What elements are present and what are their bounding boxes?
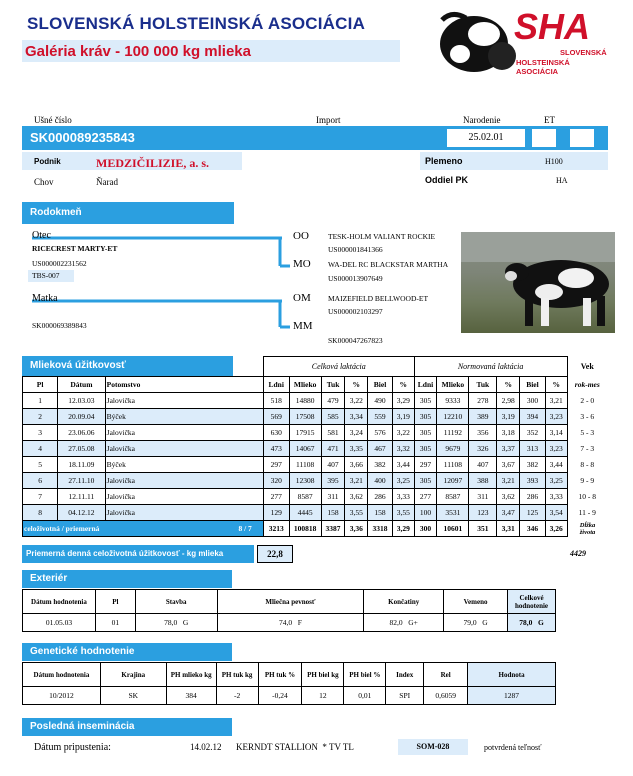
insemination-status: potvrdená teľnosť bbox=[484, 743, 542, 752]
mm-label: MM bbox=[293, 320, 313, 332]
age-header: Vek bbox=[580, 362, 594, 371]
milk-cell: 125 bbox=[520, 505, 546, 521]
milk-cell: 3,55 bbox=[392, 505, 414, 521]
father-code: TBS-007 bbox=[32, 271, 60, 280]
milk-cell: 559 bbox=[368, 409, 393, 425]
milk-cell: 3,44 bbox=[545, 457, 567, 473]
milk-cell: 3,62 bbox=[497, 489, 520, 505]
milk-cell: 407 bbox=[469, 457, 497, 473]
ext-koncatiny bbox=[364, 614, 444, 632]
import-label: Import bbox=[316, 115, 341, 125]
insemination-date: 14.02.12 bbox=[190, 742, 222, 752]
col-norm-milk: Mlieko bbox=[437, 377, 469, 393]
gen-country: SK bbox=[100, 687, 166, 705]
milk-cell: 3,67 bbox=[497, 457, 520, 473]
breed-value: Ňarad bbox=[96, 177, 118, 187]
milk-cell: 23.06.06 bbox=[58, 425, 106, 441]
milk-cell: 3,34 bbox=[345, 409, 368, 425]
col-protein: Biel bbox=[368, 377, 393, 393]
life-label-2: života bbox=[579, 528, 596, 536]
col-fat-pct: % bbox=[345, 377, 368, 393]
sum-4: 3318 bbox=[368, 521, 393, 537]
milk-cell: 305 bbox=[414, 425, 437, 441]
milk-cell: 11108 bbox=[437, 457, 469, 473]
breed-label: Chov bbox=[34, 177, 54, 187]
ext-mliecna-value: 74,0 bbox=[278, 618, 293, 627]
milk-cell: 3,19 bbox=[392, 409, 414, 425]
father-id: US000002231562 bbox=[32, 259, 87, 268]
insemination-date-label: Dátum pripustenia: bbox=[34, 742, 111, 753]
milk-row bbox=[23, 425, 608, 441]
col-norm-protein: Biel bbox=[520, 377, 546, 393]
col-fat: Tuk bbox=[321, 377, 345, 393]
milk-cell: 3531 bbox=[437, 505, 469, 521]
milk-cell: 473 bbox=[263, 441, 289, 457]
milk-cell: 7 bbox=[23, 489, 58, 505]
milk-cell-age: 10 - 8 bbox=[567, 489, 607, 505]
milk-cell: 9333 bbox=[437, 393, 469, 409]
milk-cell: 297 bbox=[263, 457, 289, 473]
milk-cell: 518 bbox=[263, 393, 289, 409]
plemeno-label: Plemeno bbox=[425, 156, 463, 166]
milk-cell: 400 bbox=[368, 473, 393, 489]
milk-cell: 3,54 bbox=[545, 505, 567, 521]
milk-cell: 3,62 bbox=[345, 489, 368, 505]
milk-cell: 3,14 bbox=[545, 425, 567, 441]
gen-h-ph-fat-pct: PH tuk % bbox=[258, 663, 302, 687]
milk-cell: 297 bbox=[414, 457, 437, 473]
milk-cell: 2 bbox=[23, 409, 58, 425]
milk-cell: 17508 bbox=[289, 409, 321, 425]
milk-cell-age: 5 - 3 bbox=[567, 425, 607, 441]
milk-cell: 630 bbox=[263, 425, 289, 441]
milk-cell: 356 bbox=[469, 425, 497, 441]
milk-cell: 467 bbox=[368, 441, 393, 457]
summary-label: celoživotná / priemerná bbox=[24, 524, 100, 533]
cow-image-icon bbox=[461, 232, 615, 333]
gen-ph-fat: -2 bbox=[216, 687, 258, 705]
milk-cell: Jalovička bbox=[105, 505, 263, 521]
oo-id: US000001841366 bbox=[328, 245, 383, 254]
mm-id: SK000047267823 bbox=[328, 336, 383, 345]
gen-ph-milk: 384 bbox=[166, 687, 216, 705]
om-name: MAIZEFIELD BELLWOOD-ET bbox=[328, 294, 429, 303]
milk-cell: 569 bbox=[263, 409, 289, 425]
mother-id: SK000069389843 bbox=[32, 321, 87, 330]
org-name: SLOVENSKÁ HOLSTEINSKÁ ASOCIÁCIA bbox=[27, 14, 366, 33]
milk-cell: 8587 bbox=[437, 489, 469, 505]
ext-mliecna-grade: F bbox=[297, 618, 302, 627]
cow-photo bbox=[461, 232, 615, 333]
et-label: ET bbox=[544, 115, 555, 125]
birth-label: Narodenie bbox=[463, 115, 501, 125]
milk-cell: 394 bbox=[520, 409, 546, 425]
milk-cell: 3,22 bbox=[345, 393, 368, 409]
sum-10: 346 bbox=[520, 521, 546, 537]
gen-h-rel: Rel bbox=[424, 663, 468, 687]
milk-cell: 04.12.12 bbox=[58, 505, 106, 521]
milk-cell: 3,23 bbox=[545, 409, 567, 425]
milk-cell: 3,44 bbox=[392, 457, 414, 473]
col-norm-ldni: Ldni bbox=[414, 377, 437, 393]
milk-cell: Jalovička bbox=[105, 473, 263, 489]
ear-label: Ušné číslo bbox=[34, 115, 72, 125]
life-label bbox=[567, 521, 607, 537]
ext-h-vemeno: Vemeno bbox=[444, 590, 508, 614]
milk-cell: 123 bbox=[469, 505, 497, 521]
plemeno-value: H100 bbox=[545, 157, 563, 166]
milk-row bbox=[23, 441, 608, 457]
milk-column-headers bbox=[23, 377, 608, 393]
milk-cell: 2,98 bbox=[497, 393, 520, 409]
milk-cell: 3,35 bbox=[345, 441, 368, 457]
sum-5: 3,29 bbox=[392, 521, 414, 537]
sum-2: 3387 bbox=[321, 521, 345, 537]
insemination-code-box bbox=[398, 739, 468, 755]
milk-cell: 4 bbox=[23, 441, 58, 457]
milk-cell: 3,21 bbox=[345, 473, 368, 489]
gen-h-country: Krajina bbox=[100, 663, 166, 687]
birth-date: 25.02.01 bbox=[468, 132, 504, 143]
milk-cell: 100 bbox=[414, 505, 437, 521]
milk-cell: 6 bbox=[23, 473, 58, 489]
milk-cell: 3,47 bbox=[497, 505, 520, 521]
sum-3: 3,36 bbox=[345, 521, 368, 537]
ext-h-pl: Pl bbox=[95, 590, 135, 614]
gen-ph-protein-pct: 0,01 bbox=[344, 687, 386, 705]
milk-cell: 393 bbox=[520, 473, 546, 489]
milk-cell: 576 bbox=[368, 425, 393, 441]
genetic-table bbox=[22, 662, 556, 705]
milk-cell: 3,37 bbox=[497, 441, 520, 457]
gen-rel: 0,6059 bbox=[424, 687, 468, 705]
ext-stavba-value: 78,0 bbox=[164, 618, 178, 627]
milk-cell: 1 bbox=[23, 393, 58, 409]
milk-cell: 479 bbox=[321, 393, 345, 409]
genetic-header bbox=[22, 643, 232, 661]
gen-h-ph-milk: PH mlieko kg bbox=[166, 663, 216, 687]
om-id: US000002103297 bbox=[328, 307, 383, 316]
milk-cell: 8587 bbox=[289, 489, 321, 505]
milk-cell: 305 bbox=[414, 473, 437, 489]
age-sub-header: rok-mes bbox=[574, 380, 600, 389]
milk-table bbox=[22, 356, 608, 537]
sum-11: 3,26 bbox=[545, 521, 567, 537]
ext-celkove bbox=[508, 614, 556, 632]
ext-koncatiny-value: 82,0 bbox=[389, 618, 403, 627]
milk-cell: 277 bbox=[263, 489, 289, 505]
milk-cell: 581 bbox=[321, 425, 345, 441]
norm-lactation-header: Normovaná laktácia bbox=[414, 357, 567, 377]
milk-cell: 3,33 bbox=[392, 489, 414, 505]
milk-cell: Jalovička bbox=[105, 489, 263, 505]
ext-vemeno bbox=[444, 614, 508, 632]
col-norm-fat: Tuk bbox=[469, 377, 497, 393]
father-label: Otec bbox=[32, 230, 51, 241]
ext-koncatiny-grade: G+ bbox=[408, 618, 418, 627]
gen-ph-fat-pct: -0,24 bbox=[258, 687, 302, 705]
oo-label: OO bbox=[293, 230, 309, 242]
gen-h-value: Hodnota bbox=[468, 663, 556, 687]
ext-h-date: Dátum hodnotenia bbox=[23, 590, 96, 614]
col-milk: Mlieko bbox=[289, 377, 321, 393]
milk-cell: 389 bbox=[469, 409, 497, 425]
oddiel-value: HA bbox=[556, 176, 568, 185]
gen-h-ph-protein-pct: PH biel % bbox=[344, 663, 386, 687]
col-norm-protein-pct: % bbox=[545, 377, 567, 393]
milk-cell: 3,66 bbox=[345, 457, 368, 473]
gen-index: SPI bbox=[386, 687, 424, 705]
mo-id: US000013907649 bbox=[328, 274, 383, 283]
milk-cell: 305 bbox=[414, 393, 437, 409]
mo-label: MO bbox=[293, 258, 311, 270]
milk-cell: 326 bbox=[469, 441, 497, 457]
insemination-bull: KERNDT STALLION * TV TL bbox=[236, 742, 354, 752]
sum-0: 3213 bbox=[263, 521, 289, 537]
exterier-title: Exteriér bbox=[30, 573, 68, 584]
ext-stavba-grade: G bbox=[182, 618, 189, 627]
milk-cell: 14067 bbox=[289, 441, 321, 457]
sum-8: 351 bbox=[469, 521, 497, 537]
daily-yield-value-box bbox=[257, 545, 293, 563]
farm-name: MEDZIČILIZIE, a. s. bbox=[96, 156, 210, 170]
milk-cell: 5 bbox=[23, 457, 58, 473]
gen-h-date: Dátum hodnotenia bbox=[23, 663, 101, 687]
ext-h-celkove: Celkové hodnotenie bbox=[508, 590, 556, 614]
milk-row bbox=[23, 489, 608, 505]
ext-vemeno-grade: G bbox=[482, 618, 488, 627]
om-label: OM bbox=[293, 292, 311, 304]
milk-cell: 12308 bbox=[289, 473, 321, 489]
col-offspring: Potomstvo bbox=[105, 377, 263, 393]
milk-cell: 3,33 bbox=[545, 489, 567, 505]
milk-cell: 12097 bbox=[437, 473, 469, 489]
milk-cell-age: 2 - 0 bbox=[567, 393, 607, 409]
milk-cell: 277 bbox=[414, 489, 437, 505]
father-code-box bbox=[28, 270, 74, 282]
farm-label: Podnik bbox=[34, 157, 61, 166]
genetic-title: Genetické hodnotenie bbox=[30, 646, 135, 657]
daily-yield-label-box bbox=[22, 545, 254, 563]
milk-cell: 11108 bbox=[289, 457, 321, 473]
sum-9: 3,31 bbox=[497, 521, 520, 537]
ext-celkove-value: 78,0 bbox=[519, 618, 533, 627]
milk-cell: 3,23 bbox=[545, 441, 567, 457]
milk-cell: 311 bbox=[321, 489, 345, 505]
milk-row bbox=[23, 473, 608, 489]
gen-date: 10/2012 bbox=[23, 687, 101, 705]
mo-name: WA-DEL RC BLACKSTAR MARTHA bbox=[328, 260, 449, 269]
ext-h-koncatiny: Končatiny bbox=[364, 590, 444, 614]
milk-cell: 3,32 bbox=[392, 441, 414, 457]
milk-cell: 585 bbox=[321, 409, 345, 425]
ext-celkove-grade: G bbox=[537, 618, 544, 627]
milk-cell-age: 3 - 6 bbox=[567, 409, 607, 425]
milk-cell: 3,21 bbox=[497, 473, 520, 489]
logo-sub1: SLOVENSKÁ bbox=[560, 48, 607, 57]
ext-stavba bbox=[135, 614, 217, 632]
milk-row bbox=[23, 505, 608, 521]
father-name: RICECREST MARTY-ET bbox=[32, 244, 118, 253]
milk-row bbox=[23, 393, 608, 409]
summary-row bbox=[23, 521, 608, 537]
milk-cell: 395 bbox=[321, 473, 345, 489]
milk-cell: Jalovička bbox=[105, 393, 263, 409]
milk-cell: 305 bbox=[414, 441, 437, 457]
milk-cell: 158 bbox=[321, 505, 345, 521]
milk-cell: 382 bbox=[368, 457, 393, 473]
milk-cell: 3,25 bbox=[392, 473, 414, 489]
oo-name: TESK-HOLM VALIANT ROCKIE bbox=[328, 232, 436, 241]
milk-cell: 286 bbox=[520, 489, 546, 505]
daily-yield-value: 22,8 bbox=[267, 549, 283, 559]
milk-cell: 352 bbox=[520, 425, 546, 441]
sum-6: 300 bbox=[414, 521, 437, 537]
milk-cell-age: 8 - 8 bbox=[567, 457, 607, 473]
milk-cell: 12.03.03 bbox=[58, 393, 106, 409]
milk-cell: 3,24 bbox=[345, 425, 368, 441]
gen-h-ph-protein: PH biel kg bbox=[302, 663, 344, 687]
milk-cell: 11192 bbox=[437, 425, 469, 441]
ext-pl: 01 bbox=[95, 614, 135, 632]
milk-cell-age: 9 - 9 bbox=[567, 473, 607, 489]
milk-cell: 3 bbox=[23, 425, 58, 441]
milk-cell: 8 bbox=[23, 505, 58, 521]
sum-1: 100818 bbox=[289, 521, 321, 537]
pedigree-title: Rodokmeň bbox=[30, 207, 82, 218]
milk-cell: 471 bbox=[321, 441, 345, 457]
ext-mliecna bbox=[217, 614, 364, 632]
life-value: 4429 bbox=[570, 549, 586, 558]
milk-cell: 158 bbox=[368, 505, 393, 521]
milk-row bbox=[23, 409, 608, 425]
gen-h-ph-fat: PH tuk kg bbox=[216, 663, 258, 687]
milk-cell: 20.09.04 bbox=[58, 409, 106, 425]
milk-cell: 3,29 bbox=[392, 393, 414, 409]
ext-date: 01.05.03 bbox=[23, 614, 96, 632]
ext-vemeno-value: 79,0 bbox=[463, 618, 477, 627]
col-norm-fat-pct: % bbox=[497, 377, 520, 393]
milk-cell: 300 bbox=[520, 393, 546, 409]
milk-cell: 12.11.11 bbox=[58, 489, 106, 505]
milk-cell: 313 bbox=[520, 441, 546, 457]
daily-yield-label: Priemerná denná celoživotná úžitkovosť - kg mlieka bbox=[26, 549, 224, 558]
milk-cell: Jalovička bbox=[105, 441, 263, 457]
milk-cell: 382 bbox=[520, 457, 546, 473]
col-protein-pct: % bbox=[392, 377, 414, 393]
milk-cell: 286 bbox=[368, 489, 393, 505]
insemination-title: Posledná inseminácia bbox=[30, 721, 135, 732]
life-label-1: Dĺžka bbox=[579, 521, 596, 529]
milk-cell: 490 bbox=[368, 393, 393, 409]
milk-cell: 3,21 bbox=[545, 393, 567, 409]
milk-cell: Býček bbox=[105, 409, 263, 425]
milk-cell: 17915 bbox=[289, 425, 321, 441]
logo-sub2: HOLSTEINSKÁ ASOCIÁCIA bbox=[516, 58, 570, 76]
milk-cell: 3,18 bbox=[497, 425, 520, 441]
total-lactation-header: Celková laktácia bbox=[263, 357, 414, 377]
sum-7: 10601 bbox=[437, 521, 469, 537]
milk-cell: 3,55 bbox=[345, 505, 368, 521]
milk-cell: 27.05.08 bbox=[58, 441, 106, 457]
exterier-header bbox=[22, 570, 232, 588]
logo-text: SHA bbox=[514, 6, 591, 47]
insemination-header bbox=[22, 718, 232, 736]
oddiel-label: Oddiel PK bbox=[425, 175, 469, 185]
milk-cell: 4445 bbox=[289, 505, 321, 521]
milk-cell: 407 bbox=[321, 457, 345, 473]
summary-count: 8 / 7 bbox=[238, 524, 252, 533]
gen-value: 1287 bbox=[468, 687, 556, 705]
milk-cell: 9679 bbox=[437, 441, 469, 457]
ext-h-mliecna: Mliečna pevnosť bbox=[217, 590, 364, 614]
mother-label: Matka bbox=[32, 293, 58, 304]
milk-cell: 3,19 bbox=[497, 409, 520, 425]
milk-cell: 18.11.09 bbox=[58, 457, 106, 473]
insemination-code: SOM-028 bbox=[416, 742, 450, 751]
milk-cell: 3,22 bbox=[392, 425, 414, 441]
gen-h-index: Index bbox=[386, 663, 424, 687]
milk-row bbox=[23, 457, 608, 473]
milk-cell-age: 7 - 3 bbox=[567, 441, 607, 457]
milk-cell: 388 bbox=[469, 473, 497, 489]
col-pl: Pl bbox=[23, 377, 58, 393]
milk-title: Mlieková úžitkovosť bbox=[30, 360, 126, 371]
milk-cell: Býček bbox=[105, 457, 263, 473]
milk-cell: 320 bbox=[263, 473, 289, 489]
milk-cell: Jalovička bbox=[105, 425, 263, 441]
gallery-title: Galéria kráv - 100 000 kg mlieka bbox=[25, 43, 251, 60]
milk-cell: 311 bbox=[469, 489, 497, 505]
milk-cell: 14880 bbox=[289, 393, 321, 409]
col-date: Dátum bbox=[58, 377, 106, 393]
col-ldni: Ldni bbox=[263, 377, 289, 393]
exterier-table bbox=[22, 589, 556, 632]
milk-cell: 27.11.10 bbox=[58, 473, 106, 489]
ear-number: SK000089235843 bbox=[30, 130, 135, 145]
milk-cell: 3,25 bbox=[545, 473, 567, 489]
milk-cell: 12210 bbox=[437, 409, 469, 425]
milk-cell: 278 bbox=[469, 393, 497, 409]
ext-h-stavba: Stavba bbox=[135, 590, 217, 614]
milk-cell: 305 bbox=[414, 409, 437, 425]
milk-cell: 129 bbox=[263, 505, 289, 521]
gen-ph-protein: 12 bbox=[302, 687, 344, 705]
milk-cell-age: 11 - 9 bbox=[567, 505, 607, 521]
